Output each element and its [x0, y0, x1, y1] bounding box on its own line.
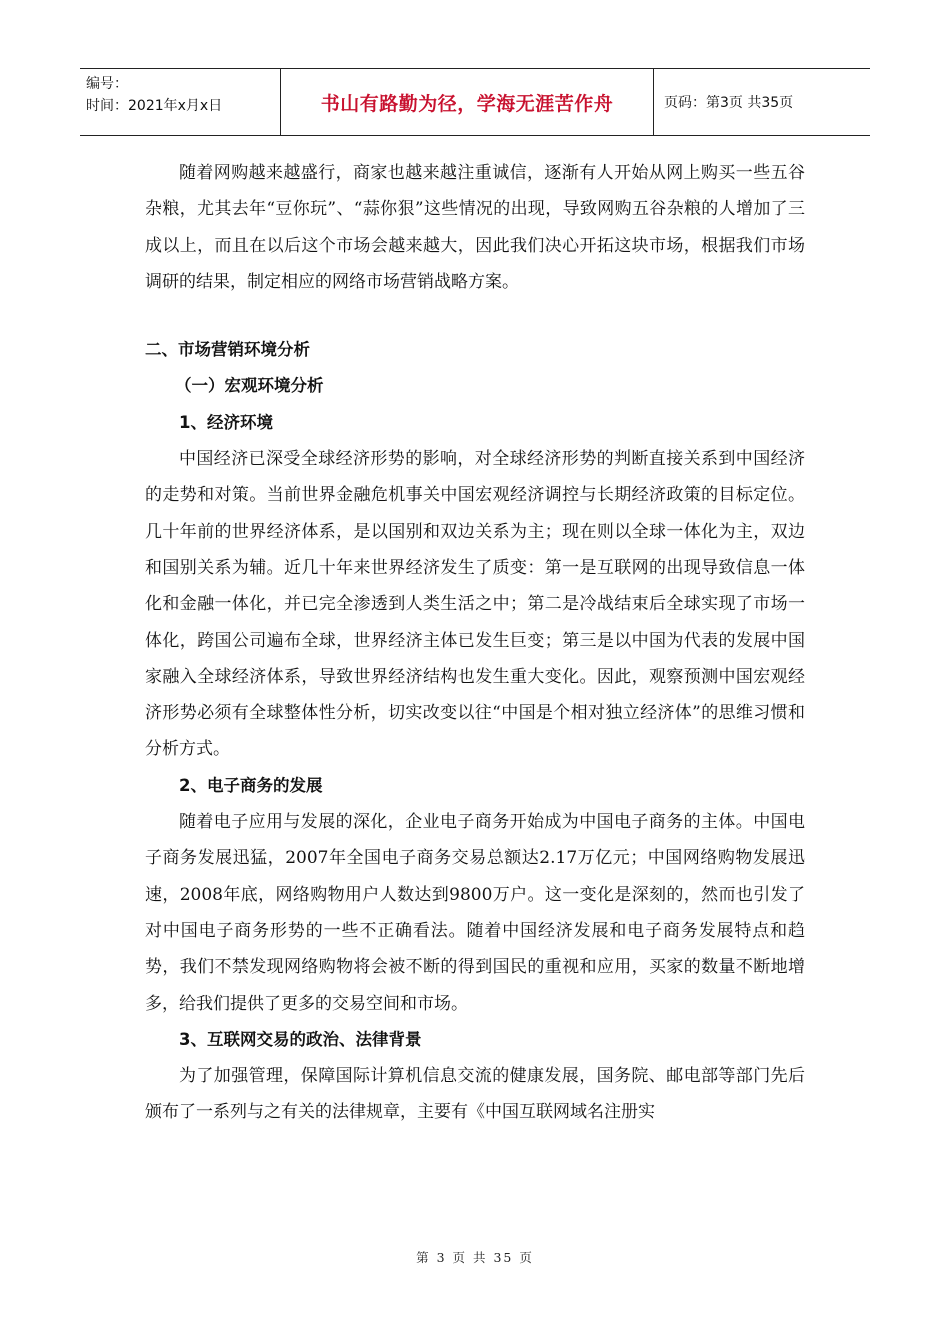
document-body	[145, 155, 805, 1131]
header-meta-cell	[80, 69, 281, 135]
header-page-info: 页码：第3页 共35页	[664, 95, 794, 111]
item-heading-legal: 3、互联网交易的政治、法律背景	[179, 1029, 422, 1049]
header-motto: 书山有路勤为径，学海无涯苦作舟	[281, 69, 654, 135]
intro-paragraph: 随着网购越来越盛行，商家也越来越注重诚信，逐渐有人开始从网上购买一些五谷杂粮，尤其去年“豆你玩”、“蒜你狠”这些情况的出现，导致网购五谷杂粮的人增加了三成以上，而且在以后这个市场会越来越大，因此我们决心开拓这块市场，根据我们市场调研的结果，制定相应的网络市场营销战略方案。	[145, 163, 805, 292]
section-heading: 二、市场营销环境分析	[145, 340, 310, 360]
ecommerce-paragraph: 随着电子应用与发展的深化，企业电子商务开始成为中国电子商务的主体。中国电子商务发展迅猛，2007年全国电子商务交易总额达2.17万亿元；中国网络购物发展迅速，2008年底，网络购物用户人数达到9800万户。这一变化是深刻的，然而也引发了对中国电子商务形势的一些不正确看法。随着中国经济发展和电子商务发展特点和趋势，我们不禁发现网络购物将会被不断的得到国民的重视和应用，买家的数量不断地增多，给我们提供了更多的交易空间和市场。	[145, 812, 805, 1014]
paragraph-gap	[145, 300, 805, 332]
page-footer: 第 3 页 共 35 页	[416, 1250, 534, 1265]
item-heading-economy: 1、经济环境	[179, 412, 273, 432]
document-number-label: 编号：	[86, 76, 128, 92]
subsection-heading: （一）宏观环境分析	[175, 376, 324, 396]
legal-paragraph: 为了加强管理，保障国际计算机信息交流的健康发展，国务院、邮电部等部门先后颁布了一系列与之有关的法律规章，主要有《中国互联网域名注册实	[145, 1066, 805, 1123]
item-heading-ecommerce: 2、电子商务的发展	[179, 775, 323, 795]
header-table	[80, 68, 870, 136]
economy-paragraph: 中国经济已深受全球经济形势的影响，对全球经济形势的判断直接关系到中国经济的走势和对策。当前世界金融危机事关中国宏观经济调控与长期经济政策的目标定位。几十年前的世界经济体系，是以国别和双边关系为主；现在则以全球一体化为主，双边和国别关系为辅。近几十年来世界经济发生了质变：第一是互联网的出现导致信息一体化和金融一体化，并已完全渗透到人类生活之中；第二是冷战结束后全球实现了市场一体化，跨国公司遍布全球，世界经济主体已发生巨变；第三是以中国为代表的发展中国家融入全球经济体系，导致世界经济结构也发生重大变化。因此，观察预测中国宏观经济形势必须有全球整体性分析，切实改变以往“中国是个相对独立经济体”的思维习惯和分析方式。	[145, 449, 805, 760]
document-time-label: 时间：2021年x月x日	[86, 98, 223, 114]
